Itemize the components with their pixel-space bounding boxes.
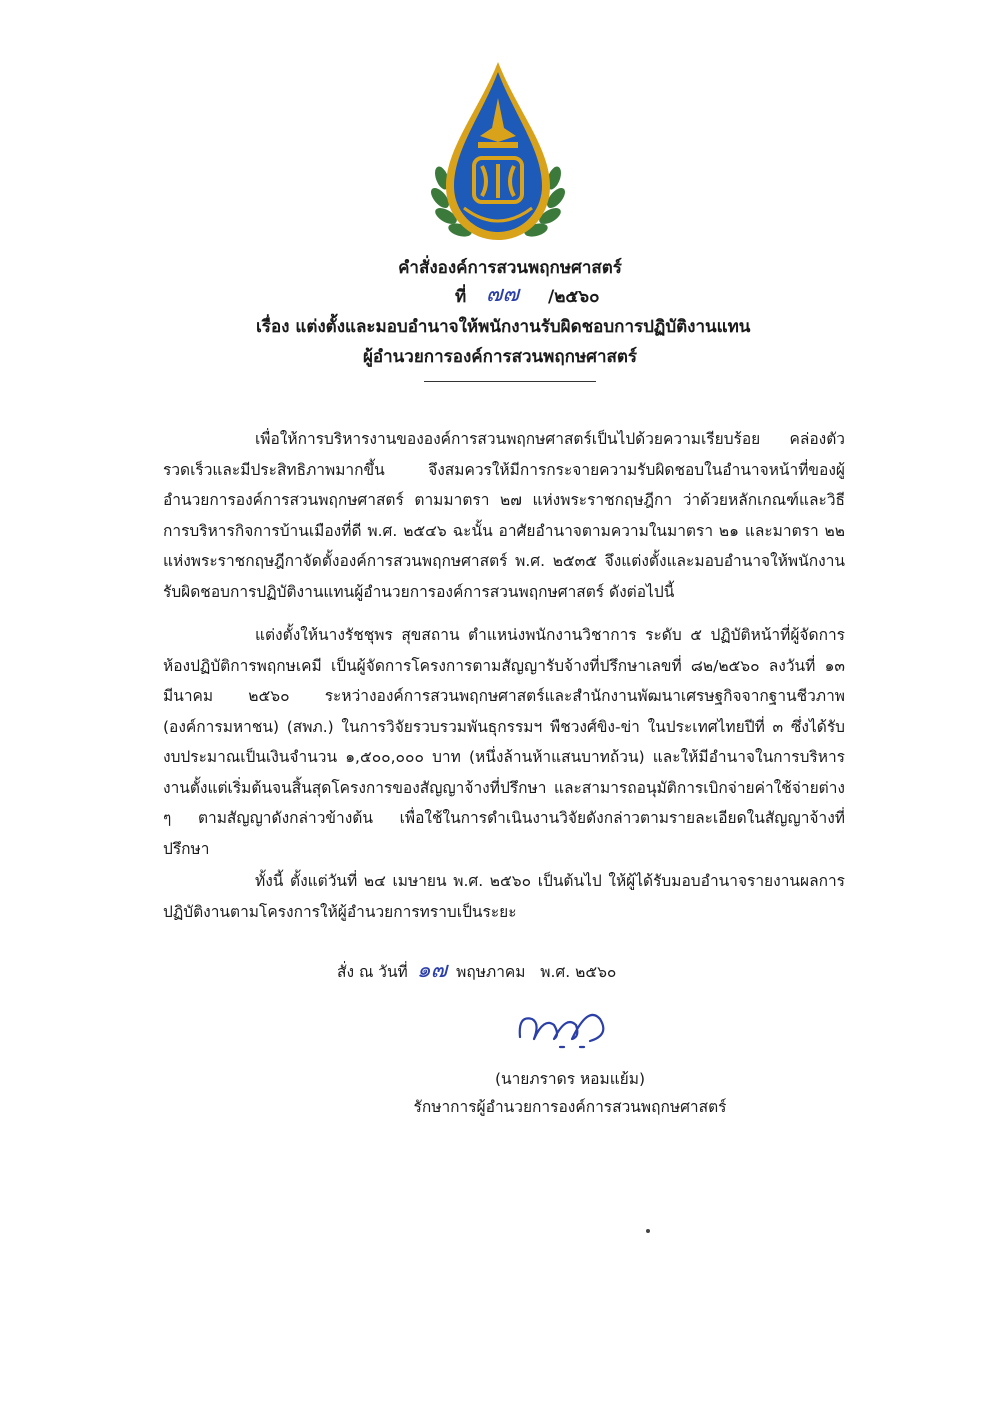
date-prefix: สั่ง ณ วันที่ xyxy=(337,963,408,981)
order-number-year: /๒๕๖๐ xyxy=(548,287,600,307)
date-month: พฤษภาคม xyxy=(456,963,526,981)
header-divider xyxy=(424,381,596,382)
body-paragraph-2: แต่งตั้งให้นางรัชชุพร สุขสถาน ตำแหน่งพนักงานวิชาการ ระดับ ๕ ปฏิบัติหน้าที่ผู้จัดการห้องปฏิบัติการพฤกษเคมี เป็นผู้จัดการโครงการตามสัญญารับจ้างที่ปรึกษาเลขที่ ๘๒/๒๕๖๐ ลงวันที่ ๑๓ มีนาคม ๒๕๖๐ ระหว่างองค์การสวนพฤกษศาสตร์และสำนักงานพัฒนาเศรษฐกิจจากฐานชีวภาพ (องค์การมหาชน) (สพภ.) ในการวิจัยรวบรวมพันธุกรรมฯ พืชวงศ์ขิง-ข่า ในประเทศไทยปีที่ ๓ ซึ่งได้รับงบประมาณเป็นเงินจำนวน ๑,๕๐๐,๐๐๐ บาท (หนึ่งล้านห้าแสนบาทถ้วน) และให้มีอำนาจในการบริหารงานตั้งแต่เริ่มต้นจนสิ้นสุดโครงการของสัญญาจ้างที่ปรึกษา และสามารถอนุมัติการเบิกจ่ายค่าใช้จ่ายต่าง ๆ ตามสัญญาดังกล่าวข้างต้น เพื่อใช้ในการดำเนินงานวิจัยดังกล่าวตามรายละเอียดในสัญญาจ้างที่ปรึกษา xyxy=(163,626,845,858)
order-date xyxy=(337,952,616,987)
handwritten-signature xyxy=(510,995,620,1055)
body-paragraph-3: ทั้งนี้ ตั้งแต่วันที่ ๒๔ เมษายน พ.ศ. ๒๕๖๐ เป็นต้นไป ให้ผู้ได้รับมอบอำนาจรายงานผลการปฏิบัติงานตามโครงการให้ผู้อำนวยการทราบเป็นระยะ xyxy=(163,872,845,921)
signer-title: รักษาการผู้อำนวยการองค์การสวนพฤกษศาสตร์ xyxy=(413,1098,727,1116)
organization-logo xyxy=(428,58,568,248)
order-number-label: ที่ xyxy=(455,287,467,307)
order-title: คำสั่งองค์การสวนพฤกษศาสตร์ xyxy=(398,258,622,278)
signer-name: (นายภราดร หอมแย้ม) xyxy=(494,1070,646,1088)
subject-line-1: เรื่อง แต่งตั้งและมอบอำนาจให้พนักงานรับผิดชอบการปฏิบัติงานแทน xyxy=(256,317,751,337)
subject-line-2: ผู้อำนวยการองค์การสวนพฤกษศาสตร์ xyxy=(362,347,638,367)
date-day-handwritten: ๑๗ xyxy=(416,958,448,983)
body-paragraph-1: เพื่อให้การบริหารงานขององค์การสวนพฤกษศาสตร์เป็นไปด้วยความเรียบร้อย คล่องตัว รวดเร็วและมีประสิทธิภาพมากขึ้น จึงสมควรให้มีการกระจายความรับผิดชอบในอำนาจหน้าที่ของผู้อำนวยการองค์การสวนพฤกษศาสตร์ ตามมาตรา ๒๗ แห่งพระราชกฤษฎีกา ว่าด้วยหลักเกณฑ์และวิธีการบริหารกิจการบ้านเมืองที่ดี พ.ศ. ๒๕๔๖ ฉะนั้น อาศัยอำนาจตามความในมาตรา ๒๑ และมาตรา ๒๒ แห่งพระราชกฤษฎีกาจัดตั้งองค์การสวนพฤกษศาสตร์ พ.ศ. ๒๕๓๕ จึงแต่งตั้งและมอบอำนาจให้พนักงานรับผิดชอบการปฏิบัติงานแทนผู้อำนวยการองค์การสวนพฤกษศาสตร์ ดังต่อไปนี้ xyxy=(163,430,845,601)
date-year: พ.ศ. ๒๕๖๐ xyxy=(540,963,617,981)
stray-mark xyxy=(646,1229,650,1233)
order-number-handwritten: ๗๗ xyxy=(486,282,520,307)
